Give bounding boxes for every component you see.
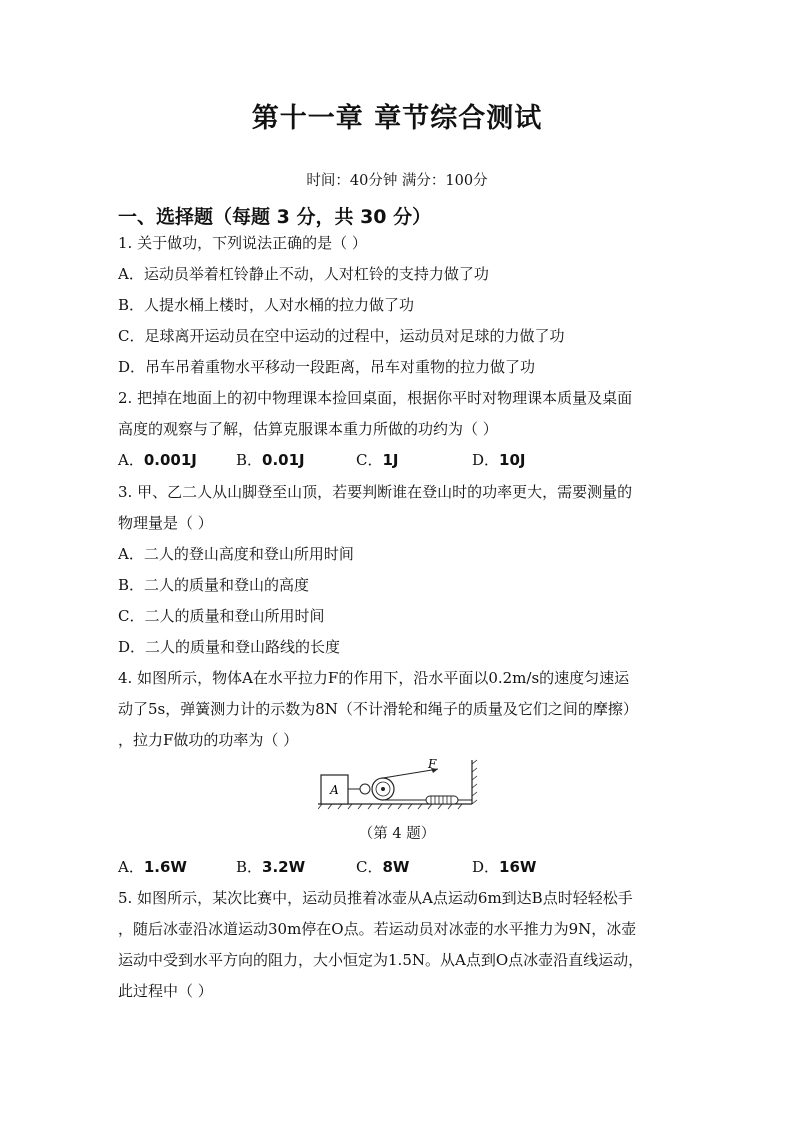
force-label: F [428,758,437,771]
question-1-stem: 1. 关于做功，下列说法正确的是（ ） [118,234,367,252]
page-title: 第十一章 章节综合测试 [251,103,543,134]
question-2-option-d: D．10J [472,451,526,469]
question-4-options [118,856,537,877]
question-2-option-c: C．1J [356,451,399,469]
question-4-option-b: B．3.2W [236,858,306,876]
question-4-stem-line1: 4. 如图所示，物体A在水平拉力F的作用下，沿水平面以0.2m/s的速度匀速运 [118,669,630,687]
pulley-figure [318,758,478,810]
question-2-stem-line1: 2. 把掉在地面上的初中物理课本捡回桌面，根据你平时对物理课本质量及桌面 [118,389,633,407]
question-3-stem-line1: 3. 甲、乙二人从山脚登至山顶，若要判断谁在登山时的功率更大，需要测量的 [118,483,633,501]
question-5-stem-line3: 运动中受到水平方向的阻力，大小恒定为1.5N。从A点到O点冰壶沿直线运动， [118,951,644,969]
figure-caption: （第 4 题） [358,826,436,842]
question-1-option-d: D．吊车吊着重物水平移动一段距离，吊车对重物的拉力做了功 [118,358,536,376]
question-3-stem-line2: 物理量是（ ） [118,514,213,532]
question-1-option-c: C．足球离开运动员在空中运动的过程中，运动员对足球的力做了功 [118,327,565,345]
question-2-option-a: A．0.001J [118,451,197,469]
question-3-option-b: B．二人的质量和登山的高度 [118,576,310,594]
question-2-options [118,449,526,470]
question-1-option-b: B．人提水桶上楼时，人对水桶的拉力做了功 [118,296,415,314]
block-a-label: A [330,783,339,797]
exam-meta: 时间：40分钟 满分：100分 [306,173,488,189]
question-2-option-b: B．0.01J [236,451,305,469]
question-4-option-d: D．16W [472,858,537,876]
question-4-option-c: C．8W [356,858,410,876]
question-1-option-a: A．运动员举着杠铃静止不动，人对杠铃的支持力做了功 [118,265,489,283]
question-5-stem-line2: ，随后冰壶沿冰道运动30m停在O点。若运动员对冰壶的水平推力为9N，冰壶 [118,920,637,938]
question-4-option-a: A．1.6W [118,858,187,876]
question-5-stem-line1: 5. 如图所示，某次比赛中，运动员推着冰壶从A点运动6m到达B点时轻轻松手 [118,889,633,907]
pulley-axle [381,787,385,791]
wall-hatch [472,760,477,804]
question-3-option-d: D．二人的质量和登山路线的长度 [118,638,341,656]
question-3-option-a: A．二人的登山高度和登山所用时间 [118,545,354,563]
question-3-option-c: C．二人的质量和登山所用时间 [118,607,325,625]
question-4-stem-line3: ，拉力F做功的功率为（ ） [118,731,299,749]
question-5-stem-line4: 此过程中（ ） [118,982,213,1000]
question-4-stem-line2: 动了5s，弹簧测力计的示数为8N（不计滑轮和绳子的质量及它们之间的摩擦） [118,700,638,718]
ground-hatch [318,804,462,809]
section-heading: 一、选择题（每题 3 分，共 30 分） [118,206,432,228]
question-2-stem-line2: 高度的观察与了解，估算克服课本重力所做的功约为（ ） [118,420,498,438]
hook-loop [360,784,370,794]
